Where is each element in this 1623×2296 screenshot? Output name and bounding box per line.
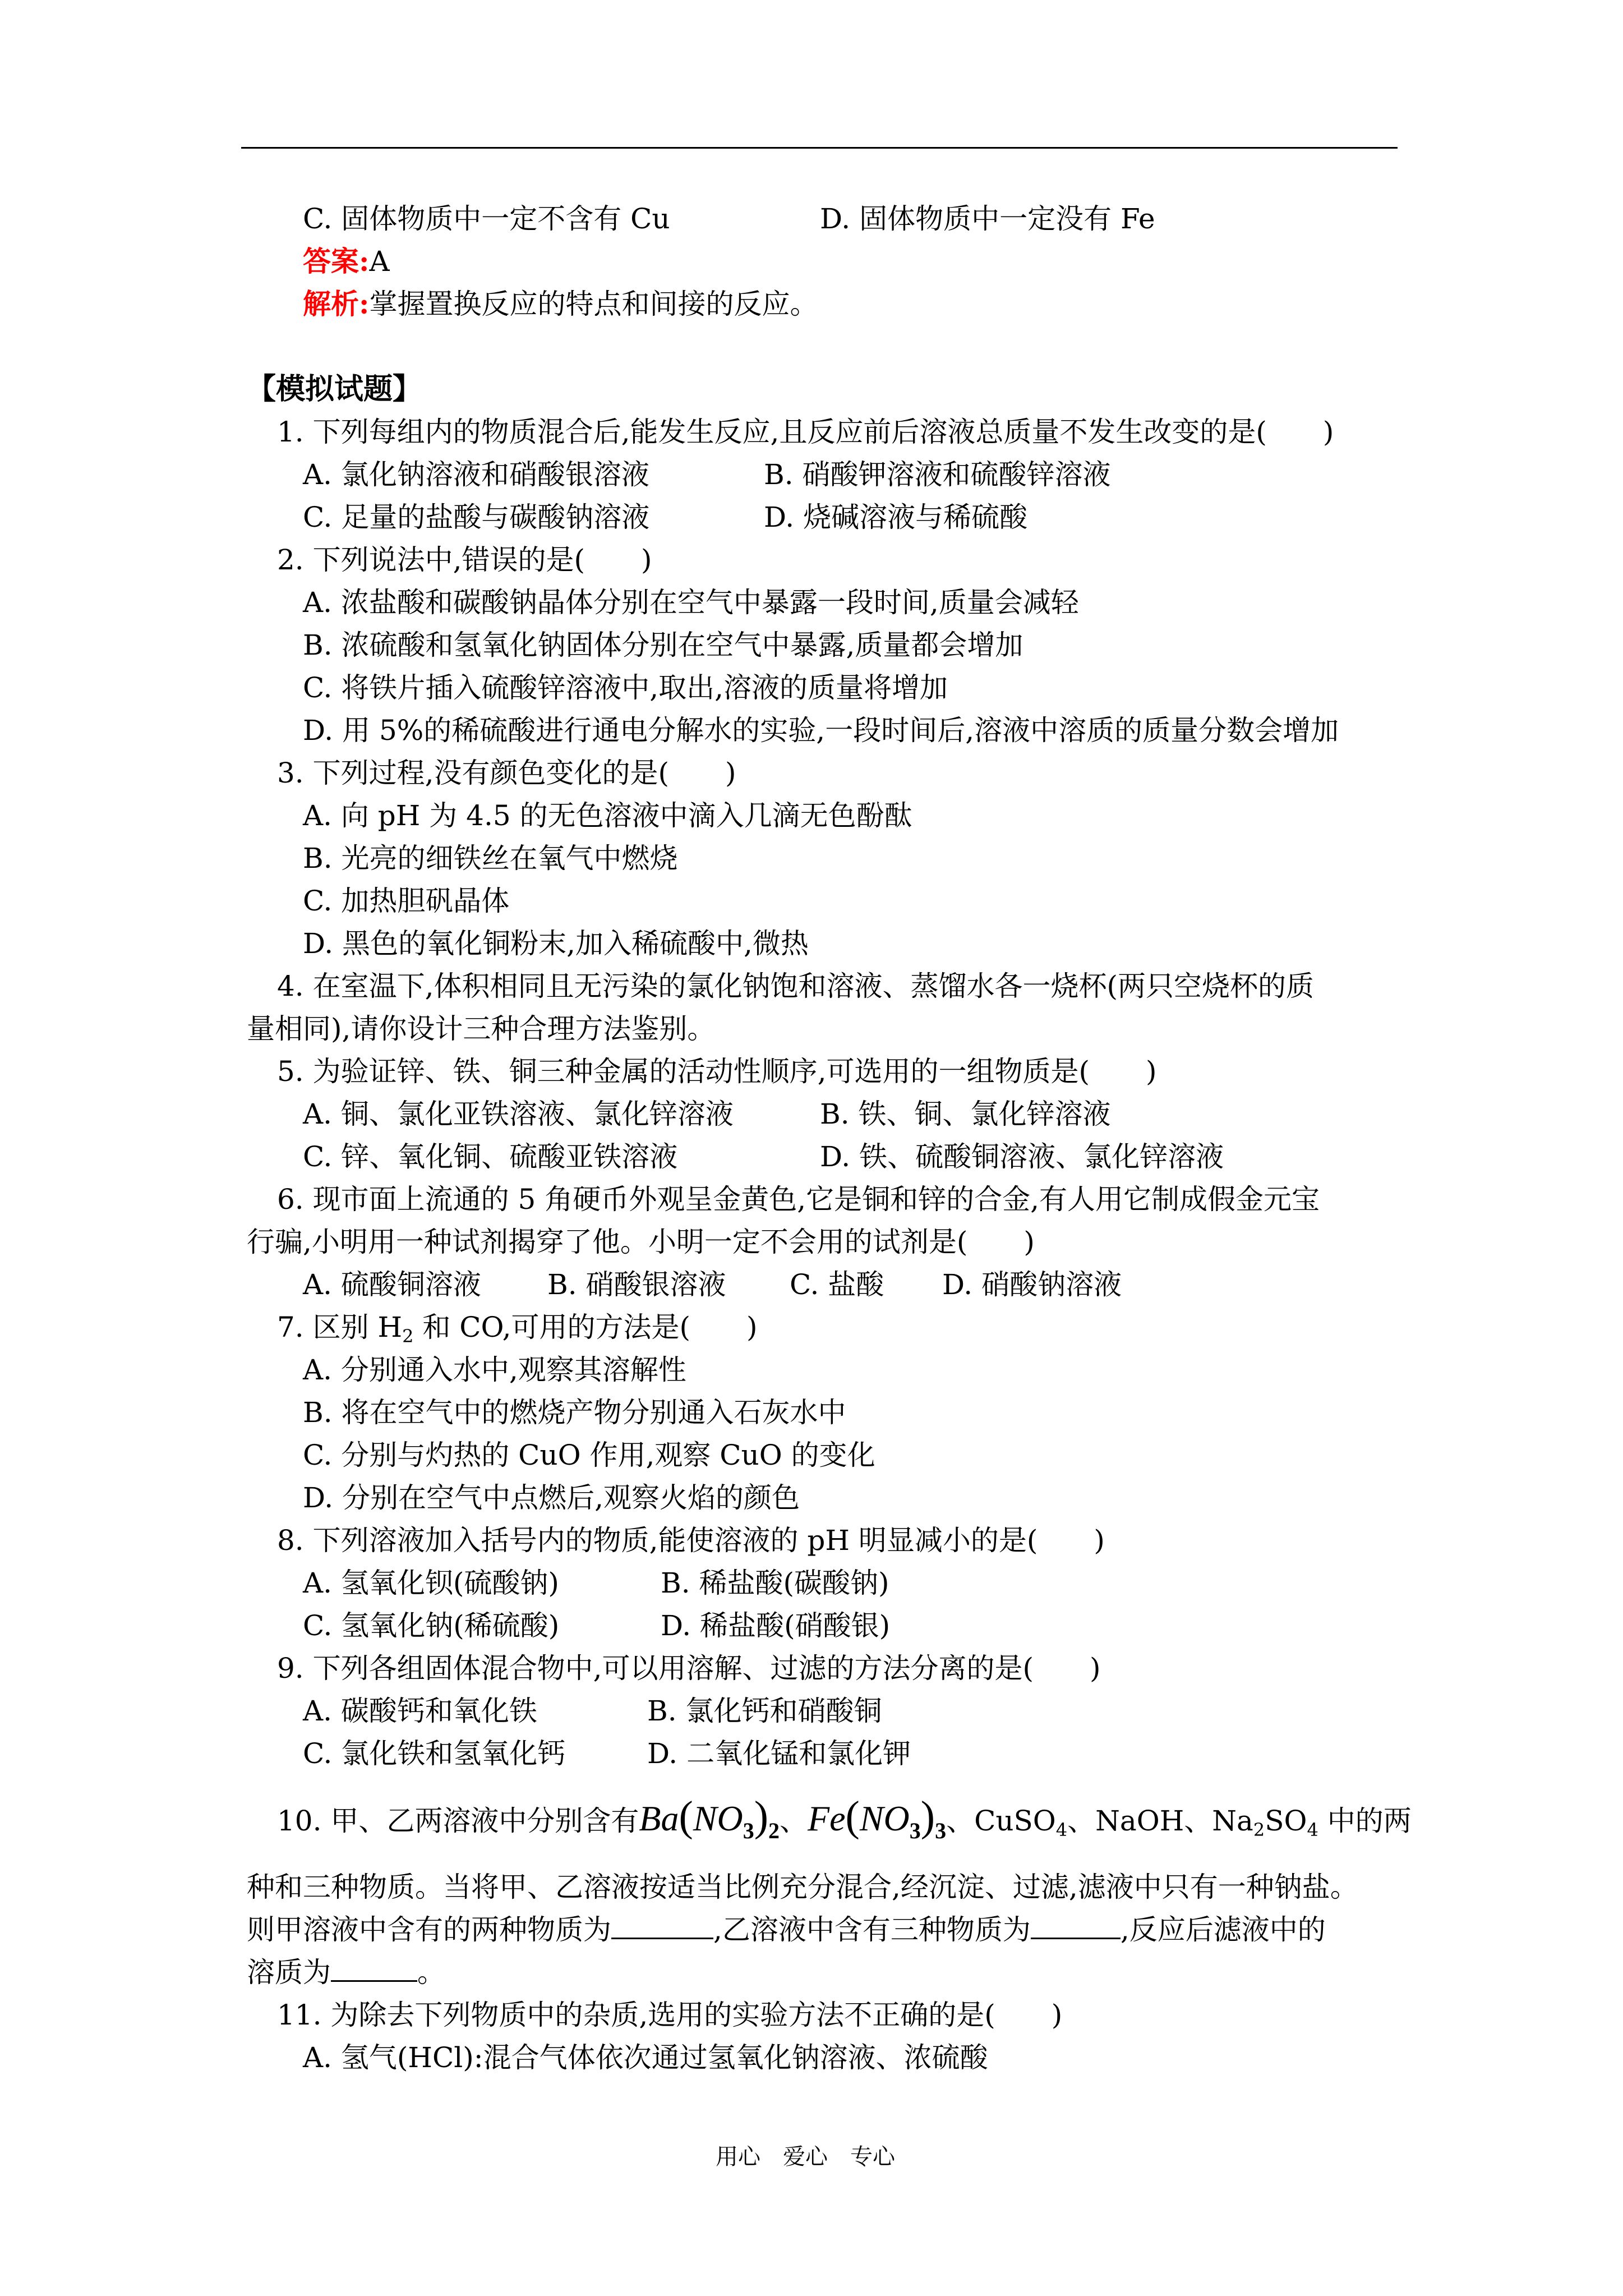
formula-fe-no3-3 <box>808 1793 947 1843</box>
q3-option-d: D. 黑色的氧化铜粉末,加入稀硫酸中,微热 <box>303 927 809 960</box>
formula-paren: ( <box>679 1793 693 1840</box>
q8-option-c: C. 氢氧化钠(稀硫酸) <box>303 1609 560 1642</box>
q1-option-d: D. 烧碱溶液与稀硫酸 <box>764 501 1028 533</box>
q10-tail: 、CuSO <box>946 1805 1056 1837</box>
prev-option-c: C. 固体物质中一定不含有 Cu <box>303 203 670 235</box>
q10-separator: 、 <box>780 1805 808 1837</box>
header-rule <box>241 147 1398 149</box>
q1-option-c: C. 足量的盐酸与碳酸钠溶液 <box>303 501 650 533</box>
q6-option-a: A. 硫酸铜溶液 <box>303 1268 481 1301</box>
formula-ba-no3-2 <box>639 1793 780 1843</box>
answer-line <box>303 243 390 279</box>
analysis-label: 解析: <box>303 287 370 320</box>
q9-option-b: B. 氯化钙和硝酸铜 <box>647 1695 882 1727</box>
q6-option-b: B. 硝酸银溶液 <box>547 1268 726 1301</box>
answer-blank-3[interactable] <box>331 1954 417 1982</box>
q9-option-c: C. 氯化铁和氢氧化钙 <box>303 1737 566 1770</box>
q7-stem <box>277 1309 757 1345</box>
q9-stem: 9. 下列各组固体混合物中,可以用溶解、过滤的方法分离的是( ) <box>277 1652 1101 1685</box>
formula-sub: 3 <box>909 1818 921 1843</box>
q10-line3-b: ,乙溶液中含有三种物质为 <box>713 1913 1031 1946</box>
q10-tail: 中的两 <box>1318 1805 1412 1837</box>
answer-blank-1[interactable] <box>611 1912 713 1939</box>
q7-option-d: D. 分别在空气中点燃后,观察火焰的颜色 <box>303 1481 800 1514</box>
formula-symbol: Ba <box>639 1798 679 1838</box>
q1-option-b: B. 硝酸钾溶液和硫酸锌溶液 <box>764 458 1111 491</box>
q10-tail: SO <box>1265 1805 1307 1837</box>
q11-stem: 11. 为除去下列物质中的杂质,选用的实验方法不正确的是( ) <box>277 1999 1063 2031</box>
q2-option-a: A. 浓盐酸和碳酸钠晶体分别在空气中暴露一段时间,质量会减轻 <box>303 586 1079 619</box>
q10-sub: 4 <box>1307 1819 1318 1841</box>
q3-option-b: B. 光亮的细铁丝在氧气中燃烧 <box>303 842 678 875</box>
q8-stem: 8. 下列溶液加入括号内的物质,能使溶液的 pH 明显减小的是( ) <box>277 1524 1105 1557</box>
q10-line1 <box>277 1793 1412 1844</box>
formula-paren: ) <box>920 1793 935 1840</box>
formula-paren: ( <box>845 1793 860 1840</box>
formula-sub: 2 <box>768 1818 780 1843</box>
analysis-text: 掌握置换反应的特点和间接的反应。 <box>369 288 818 320</box>
q6-line1: 6. 现市面上流通的 5 角硬币外观呈金黄色,它是铜和锌的合金,有人用它制成假金元宝 <box>277 1183 1320 1216</box>
formula-symbol: Fe <box>808 1798 846 1838</box>
q7-option-c: C. 分别与灼热的 CuO 作用,观察 CuO 的变化 <box>303 1439 875 1471</box>
prev-option-d: D. 固体物质中一定没有 Fe <box>820 203 1155 235</box>
q10-line3-c: ,反应后滤液中的 <box>1120 1913 1326 1946</box>
q10-line4-b: 。 <box>417 1956 445 1989</box>
q2-option-b: B. 浓硫酸和氢氧化钠固体分别在空气中暴露,质量都会增加 <box>303 629 1023 661</box>
page-footer: 用心 爱心 专心 <box>716 2144 895 2170</box>
q10-line2: 种和三种物质。当将甲、乙溶液按适当比例充分混合,经沉淀、过滤,滤液中只有一种钠盐。 <box>247 1871 1358 1903</box>
formula-sub: 3 <box>935 1818 947 1843</box>
q10-sub: 2 <box>1253 1819 1265 1841</box>
q5-stem: 5. 为验证锌、铁、铜三种金属的活动性顺序,可选用的一组物质是( ) <box>277 1055 1157 1088</box>
formula-sub: 3 <box>743 1818 754 1843</box>
q5-option-c: C. 锌、氧化铜、硫酸亚铁溶液 <box>303 1140 678 1173</box>
q3-option-a: A. 向 pH 为 4.5 的无色溶液中滴入几滴无色酚酞 <box>303 799 912 832</box>
q1-stem: 1. 下列每组内的物质混合后,能发生反应,且反应前后溶液总质量不发生改变的是( ) <box>277 416 1334 448</box>
section-title: 【模拟试题】 <box>247 372 422 406</box>
formula-group: NO <box>859 1798 910 1838</box>
q8-option-d: D. 稀盐酸(硝酸银) <box>661 1609 891 1642</box>
q3-stem: 3. 下列过程,没有颜色变化的是( ) <box>277 757 736 789</box>
q3-option-c: C. 加热胆矾晶体 <box>303 885 510 917</box>
analysis-line <box>303 286 818 322</box>
q10-tail: 、NaOH、Na <box>1067 1805 1253 1837</box>
q10-line4 <box>247 1954 445 1990</box>
q1-option-a: A. 氯化钠溶液和硝酸银溶液 <box>303 458 649 491</box>
q2-option-c: C. 将铁片插入硫酸锌溶液中,取出,溶液的质量将增加 <box>303 671 948 704</box>
q7-option-a: A. 分别通入水中,观察其溶解性 <box>303 1354 686 1386</box>
q6-option-c: C. 盐酸 <box>790 1268 884 1301</box>
q4-line1: 4. 在室温下,体积相同且无污染的氯化钠饱和溶液、蒸馏水各一烧杯(两只空烧杯的质 <box>277 970 1314 1002</box>
q10-sub: 4 <box>1055 1819 1068 1841</box>
q9-option-a: A. 碳酸钙和氧化铁 <box>303 1695 537 1727</box>
q7-stem-text: 7. 区别 H <box>277 1311 403 1343</box>
q7-subscript: 2 <box>402 1326 414 1347</box>
q7-option-b: B. 将在空气中的燃烧产物分别通入石灰水中 <box>303 1396 846 1429</box>
q10-line3-a: 则甲溶液中含有的两种物质为 <box>247 1913 611 1946</box>
q8-option-b: B. 稀盐酸(碳酸钠) <box>661 1567 889 1599</box>
q2-stem: 2. 下列说法中,错误的是( ) <box>277 544 652 576</box>
q6-option-d: D. 硝酸钠溶液 <box>942 1268 1122 1301</box>
answer-value: A <box>369 245 390 278</box>
q2-option-d: D. 用 5%的稀硫酸进行通电分解水的实验,一段时间后,溶液中溶质的质量分数会增加 <box>303 714 1339 747</box>
q10-line4-a: 溶质为 <box>247 1956 331 1989</box>
q8-option-a: A. 氢氧化钡(硫酸钠) <box>303 1567 559 1599</box>
q10-line3 <box>247 1912 1326 1948</box>
q10-intro: 10. 甲、乙两溶液中分别含有 <box>277 1805 639 1837</box>
answer-label: 答案: <box>303 245 370 278</box>
formula-paren: ) <box>754 1793 769 1840</box>
q5-option-b: B. 铁、铜、氯化锌溶液 <box>820 1098 1111 1130</box>
answer-blank-2[interactable] <box>1031 1912 1121 1939</box>
q5-option-d: D. 铁、硫酸铜溶液、氯化锌溶液 <box>820 1140 1224 1173</box>
formula-group: NO <box>693 1798 743 1838</box>
q6-line2: 行骗,小明用一种试剂揭穿了他。小明一定不会用的试剂是( ) <box>247 1226 1035 1258</box>
q9-option-d: D. 二氧化锰和氯化钾 <box>647 1737 911 1770</box>
q11-option-a: A. 氢气(HCl):混合气体依次通过氢氧化钠溶液、浓硫酸 <box>303 2041 988 2074</box>
q4-line2: 量相同),请你设计三种合理方法鉴别。 <box>247 1013 716 1045</box>
q7-stem-text-end: 和 CO,可用的方法是( ) <box>413 1311 758 1343</box>
q5-option-a: A. 铜、氯化亚铁溶液、氯化锌溶液 <box>303 1098 734 1130</box>
